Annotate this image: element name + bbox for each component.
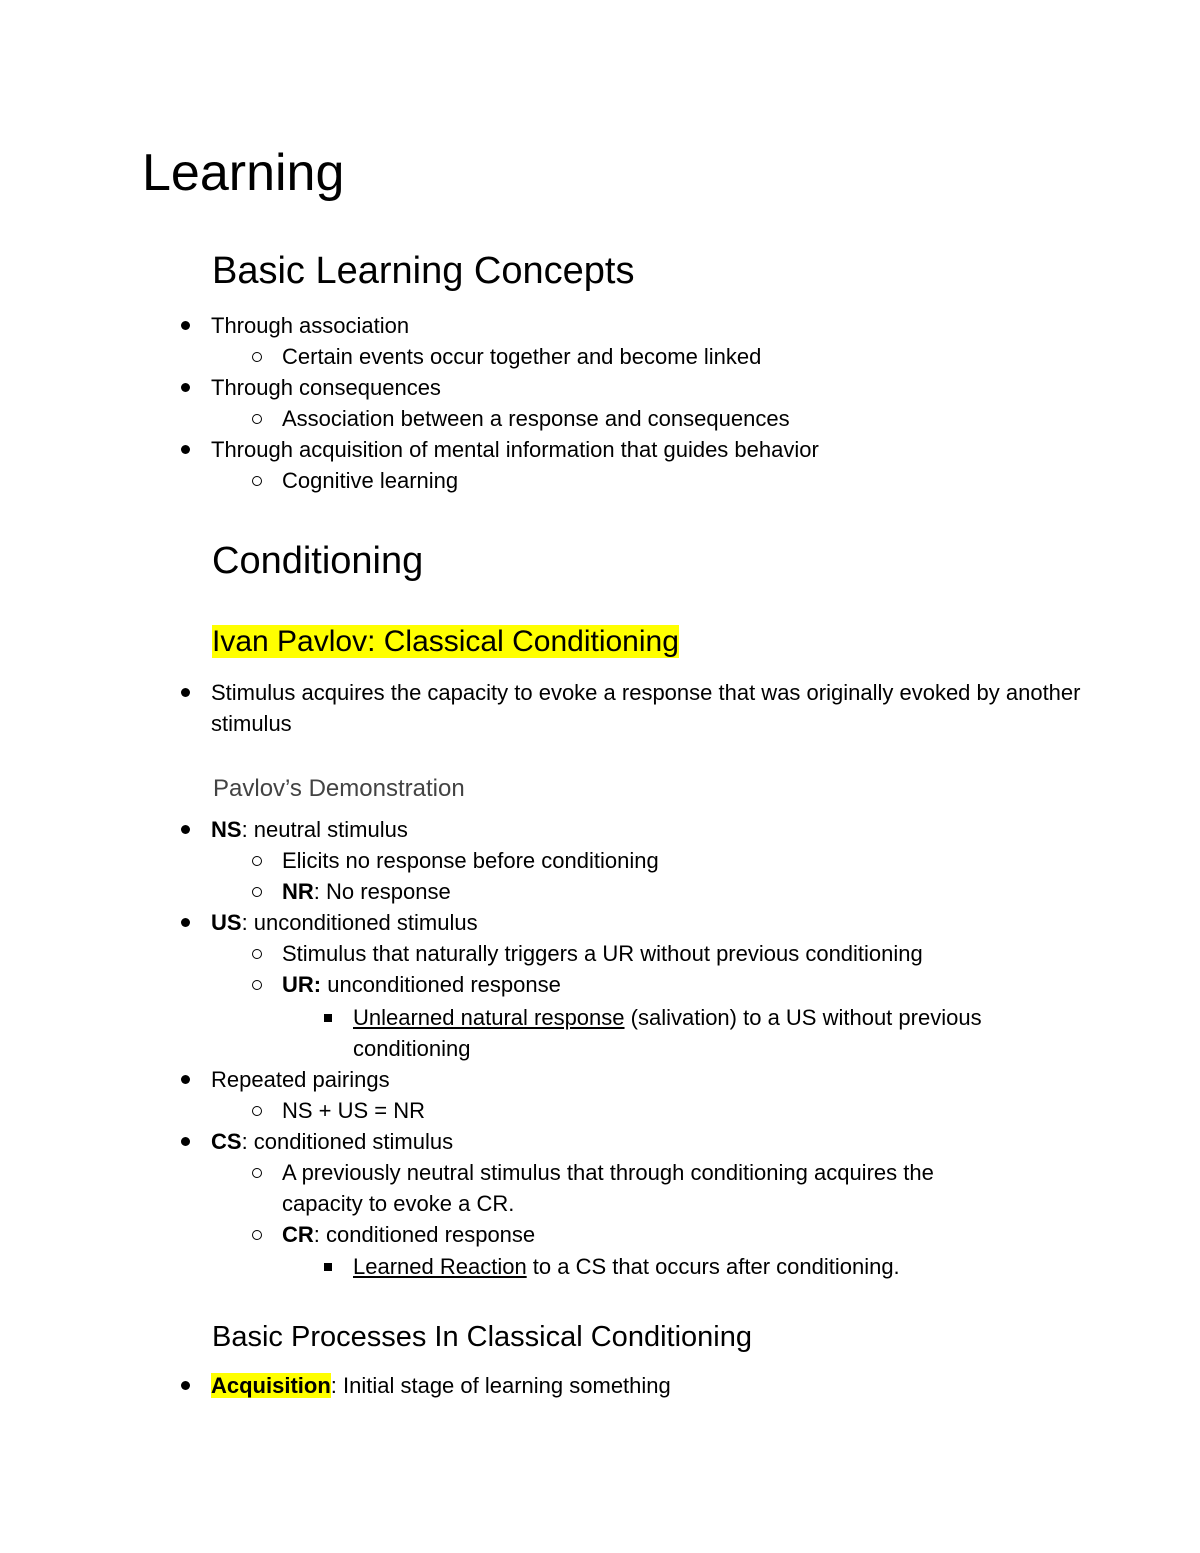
list-subitem: Association between a response and consequences	[282, 406, 790, 431]
bullet-circle	[241, 938, 272, 969]
list-item: Through acquisition of mental information that guides behavior	[211, 437, 819, 462]
bullet-circle	[241, 969, 272, 1000]
bullet-dot	[170, 907, 201, 938]
bullet-dot	[170, 434, 201, 465]
list-item-ns	[211, 814, 408, 845]
bullet-dot	[170, 1064, 201, 1095]
document-title: Learning	[142, 144, 345, 202]
subsubitem-text: (salivation) to a US without previous conditioning	[353, 1005, 982, 1061]
list-item-cs	[211, 1126, 453, 1157]
bullet-circle	[241, 876, 272, 907]
bullet-square	[312, 1002, 343, 1033]
list-item-us	[211, 907, 478, 938]
bullet-circle	[241, 1219, 272, 1250]
term-us: US	[211, 910, 242, 935]
heading-basic-learning-concepts: Basic Learning Concepts	[212, 250, 635, 292]
bullet-square	[312, 1251, 343, 1282]
underlined-term: Learned Reaction	[353, 1254, 527, 1279]
subsubitem-text: to a CS that occurs after conditioning.	[526, 1254, 900, 1279]
list-subitem: NS + US = NR	[282, 1098, 426, 1123]
list-item: Repeated pairings	[211, 1067, 390, 1092]
bullet-dot	[170, 1370, 201, 1401]
term-ur: UR:	[282, 972, 322, 997]
list-item: Through consequences	[211, 375, 441, 400]
definition-acquisition: : Initial stage of learning something	[330, 1373, 671, 1398]
definition-cs: : conditioned stimulus	[241, 1129, 454, 1154]
list-subitem: Stimulus that naturally triggers a UR without previous conditioning	[282, 941, 923, 966]
list-subitem-ur	[282, 969, 561, 1000]
list-item: Through association	[211, 313, 410, 338]
bullet-dot	[170, 372, 201, 403]
underlined-term: Unlearned natural response	[353, 1005, 625, 1030]
bullet-circle	[241, 1095, 272, 1126]
bullet-dot	[170, 310, 201, 341]
list-subitem: Cognitive learning	[282, 468, 459, 493]
heading-basic-processes: Basic Processes In Classical Conditioning	[212, 1321, 752, 1353]
bullet-circle	[241, 465, 272, 496]
list-subitem: A previously neutral stimulus that through conditioning acquires the capacity to evoke a CR.	[282, 1160, 934, 1216]
definition-nr: : No response	[313, 879, 451, 904]
heading-conditioning: Conditioning	[212, 540, 424, 582]
term-cr: CR	[282, 1222, 314, 1247]
definition-ur: unconditioned response	[321, 972, 561, 997]
list-item: Stimulus acquires the capacity to evoke a response that was originally evoked by another stimulus	[211, 680, 1081, 736]
definition-us: : unconditioned stimulus	[241, 910, 478, 935]
term-nr: NR	[282, 879, 314, 904]
list-subitem: Elicits no response before conditioning	[282, 848, 659, 873]
list-subsubitem	[353, 1002, 1053, 1064]
term-ns: NS	[211, 817, 242, 842]
bullet-circle	[241, 845, 272, 876]
bullet-dot	[170, 677, 201, 708]
subheading-ivan-pavlov	[212, 623, 679, 661]
bullet-circle	[241, 403, 272, 434]
bullet-dot	[170, 814, 201, 845]
term-cs: CS	[211, 1129, 242, 1154]
list-subitem: Certain events occur together and become linked	[282, 344, 762, 369]
list-subsubitem	[353, 1251, 900, 1282]
bullet-circle	[241, 341, 272, 372]
list-item-acquisition	[211, 1370, 671, 1401]
definition-ns: : neutral stimulus	[241, 817, 408, 842]
list-subitem-cr	[282, 1219, 535, 1250]
highlighted-subheading-text: Ivan Pavlov: Classical Conditioning	[212, 625, 679, 658]
bullet-dot	[170, 1126, 201, 1157]
bullet-circle	[241, 1157, 272, 1188]
heading-pavlovs-demonstration: Pavlov’s Demonstration	[213, 775, 465, 802]
term-acquisition: Acquisition	[211, 1373, 331, 1398]
list-subitem-nr	[282, 876, 451, 907]
definition-cr: : conditioned response	[313, 1222, 536, 1247]
